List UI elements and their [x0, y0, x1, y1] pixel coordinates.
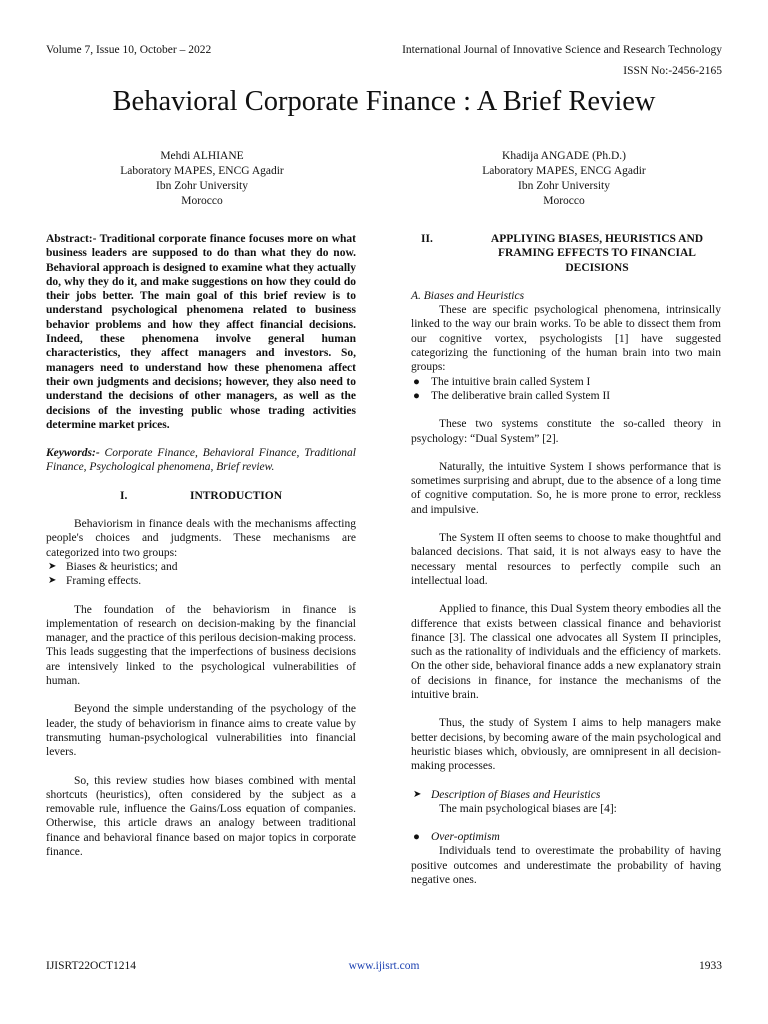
arrow-bullet-icon: ➤: [413, 788, 422, 800]
paragraph: Thus, the study of System I aims to help managers make better decisions, by becoming aware of the main psychological and heuristic biases which, obviously, are omnipresent in all decision-making processes.: [411, 717, 721, 773]
list-item: [411, 375, 721, 389]
keywords-text: Corporate Finance, Behavioral Finance, Traditional Finance, Psychological phenomena, Brief review.: [46, 447, 356, 474]
issn: ISSN No:-2456-2165: [623, 65, 722, 77]
paragraph: These are specific psychological phenomena, intrinsically linked to the way our brain works. To be able to dissect them from our cognitive vortex, psychologists [1] have suggested categorizing the functioning of the human brain into two main groups:: [411, 304, 721, 374]
paragraph: The main psychological biases are [4]:: [439, 802, 617, 815]
bullet-list: [46, 560, 356, 589]
subsection-heading: A. Biases and Heuristics: [411, 289, 525, 302]
author-lab: Laboratory MAPES, ENCG Agadir: [482, 165, 646, 177]
bullet-list: [411, 830, 721, 844]
left-column: [46, 232, 356, 859]
dot-bullet-icon: ●: [413, 389, 420, 402]
paragraph: Individuals tend to overestimate the probability of having positive outcomes and underestimate the probability of having negative ones.: [411, 845, 721, 886]
dot-bullet-icon: ●: [413, 375, 420, 388]
website-link[interactable]: www.ijisrt.com: [348, 960, 420, 972]
paragraph: Naturally, the intuitive System I shows performance that is sometimes surprising and abrupt, due to the absence of a long time of cognitive computation. So, he is more prone to error, reckless and impulsive.: [411, 460, 721, 516]
list-item: [46, 560, 356, 574]
paragraph: So, this review studies how biases combined with mental shortcuts (heuristics), often considered by the subject as a removable rule, influence the Gains/Loss equation of companies. Otherwise, this article draws an analogy between traditional finance and behavioral finance based on major topics in corporate finance.: [46, 774, 356, 858]
paper-id: IJISRT22OCT1214: [46, 960, 137, 972]
subsection-heading: [411, 788, 721, 802]
list-item: [411, 830, 721, 844]
subsection-title: Description of Biases and Heuristics: [431, 788, 601, 801]
paragraph: The System II often seems to choose to make thoughtful and balanced decisions. That said, it is not always easy to have the necessary mental resources to perfectly compile such an intellectual load.: [411, 532, 721, 587]
list-item-text: The deliberative brain called System II: [431, 389, 611, 402]
list-item-text: Framing effects.: [66, 575, 142, 588]
keywords-label: Keywords:-: [46, 447, 100, 460]
page-number: 1933: [699, 960, 722, 972]
keywords: [46, 446, 356, 475]
right-column: [411, 232, 721, 887]
section-title: INTRODUCTION: [189, 489, 282, 502]
author-university: Ibn Zohr University: [518, 180, 610, 192]
paragraph: These two systems constitute the so-called theory in psychology: “Dual System” [2].: [411, 418, 721, 445]
section-title: APPLIYING BIASES, HEURISTICS AND FRAMING EFFECTS TO FINANCIAL DECISIONS: [490, 233, 704, 274]
author-university: Ibn Zohr University: [156, 180, 248, 192]
author-lab: Laboratory MAPES, ENCG Agadir: [120, 165, 284, 177]
author-block: [72, 149, 332, 209]
section-heading: [46, 489, 356, 503]
section-heading: [411, 232, 721, 275]
author-block: [434, 149, 694, 209]
abstract: Abstract:- Traditional corporate finance focuses more on what business leaders are supposed to do than what they do now. Behavioral approach is designed to examine what they actually do, why they do it, and make suggestions on how they could do their jobs better. The main goal of this brief review is to understand psychological phenomena related to business behavior problems and how they affect financial decisions. Indeed, these phenomena involve general human characteristics, they affect managers and investors. So, managers need to understand how these phenomena affect their own judgments and decisions; however, they also need to understand the decisions of other managers, as well as the decisions of the investing public whose trading activities determine market prices.: [46, 233, 356, 431]
volume-info: Volume 7, Issue 10, October – 2022: [46, 44, 212, 56]
bullet-list: [411, 375, 721, 404]
list-item: [46, 574, 356, 588]
section-number: I.: [119, 489, 128, 502]
list-item-text: Biases & heuristics; and: [66, 560, 178, 573]
paragraph: Behaviorism in finance deals with the mechanisms affecting people's choices and judgments. These mechanisms are categorized into two groups:: [46, 518, 356, 559]
list-item-text: Over-optimism: [431, 831, 500, 844]
section-number: II.: [421, 233, 433, 245]
list-item: [411, 389, 721, 403]
author-country: Morocco: [543, 195, 585, 207]
journal-name: International Journal of Innovative Science and Research Technology: [402, 44, 722, 56]
list-item: [411, 788, 721, 802]
author-name: Khadija ANGADE (Ph.D.): [502, 150, 626, 162]
paragraph: The foundation of the behaviorism in finance is implementation of research on decision-making by the financial manager, and the practice of this perilous decision-making process. This leads suggesting that the imperfections of business decisions are intensively linked to the psychological vulnerabilities of human.: [46, 603, 356, 688]
paragraph: Applied to finance, this Dual System theory embodies all the difference that exists between classical finance and behaviorist finance [3]. The classical one advocates all System II principles, such as the rationality of individuals and the efficiency of markets. On the other side, behavioral finance adds a new explanatory strain of decisions in finance, for instance the mechanisms of the intuitive brain.: [411, 603, 721, 702]
arrow-bullet-icon: ➤: [48, 560, 57, 572]
list-item-text: The intuitive brain called System I: [431, 375, 591, 388]
paragraph: Beyond the simple understanding of the psychology of the leader, the study of behaviorism in finance aims to create value by transmuting human-psychological vulnerabilities into financial levers.: [46, 703, 356, 759]
paper-title: Behavioral Corporate Finance : A Brief Review: [112, 86, 656, 117]
dot-bullet-icon: ●: [413, 831, 420, 844]
author-country: Morocco: [181, 195, 223, 207]
author-name: Mehdi ALHIANE: [160, 150, 244, 162]
arrow-bullet-icon: ➤: [48, 575, 57, 587]
